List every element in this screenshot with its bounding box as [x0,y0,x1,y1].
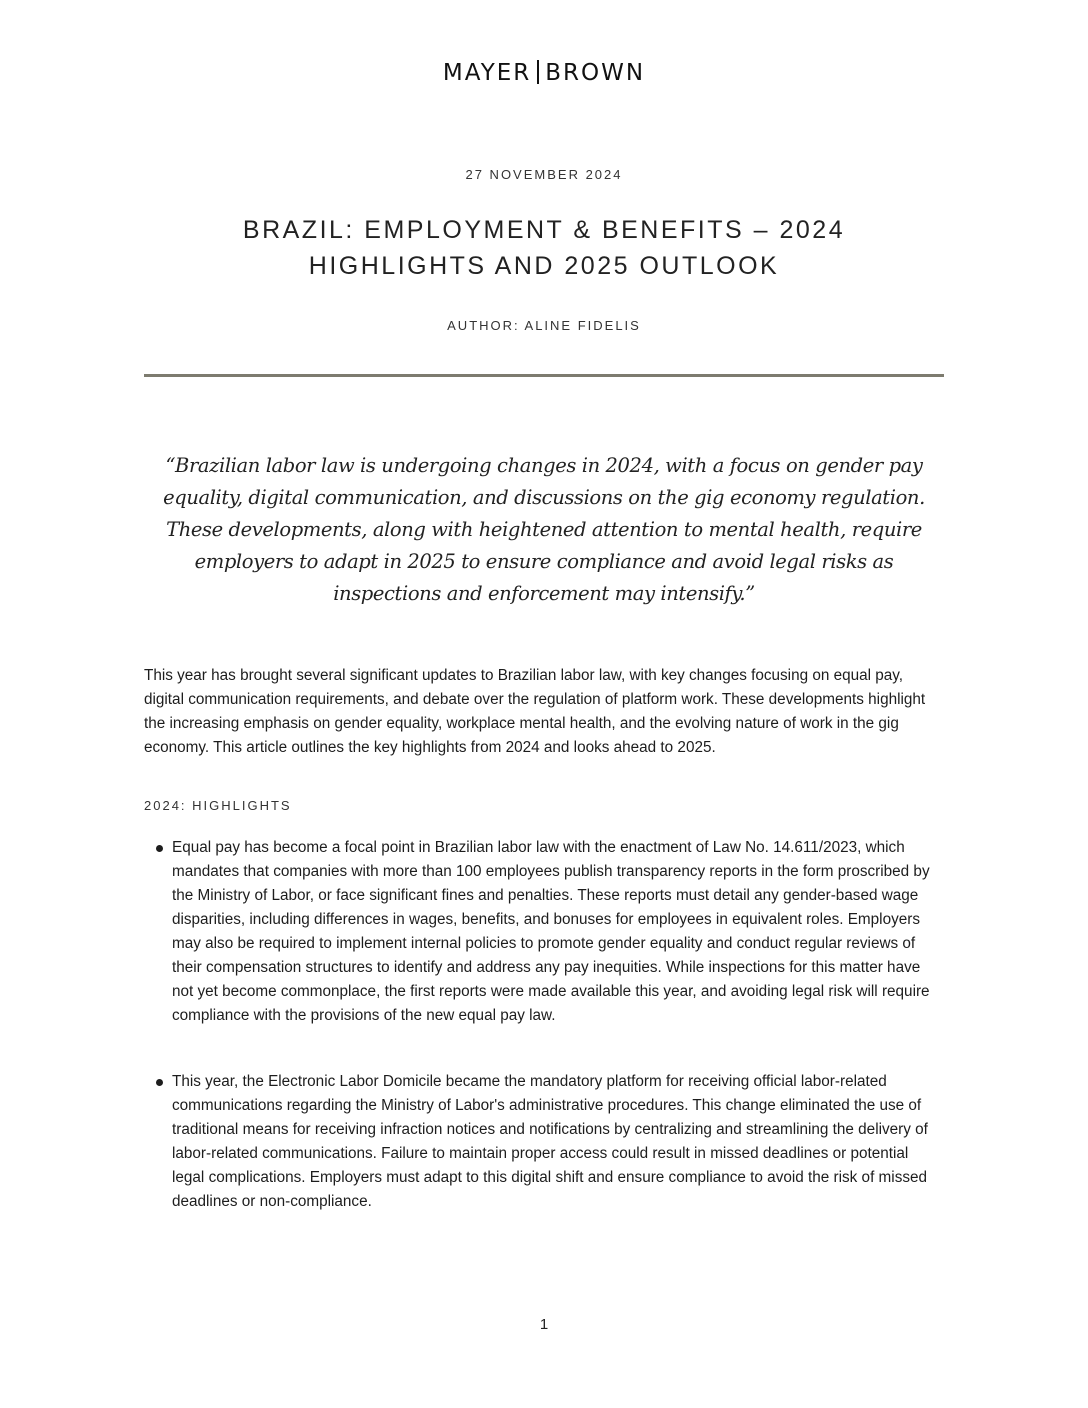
list-item [144,836,944,1028]
highlights-list-2 [144,1070,944,1214]
article-title [144,212,944,284]
mayer-brown-logo [0,60,1088,86]
bullet-icon [156,845,163,852]
pull-quote: “Brazilian labor law is undergoing changes in 2024, with a focus on gender pay equality, digital communication, and discussions on the gig economy regulation. These developments, along with heightened attention to mental health, require employers to adapt in 2025 to ensure compliance and avoid legal risks as inspections and enforcement may intensify.” [163,454,925,605]
page-number: 1 [539,1316,549,1333]
logo-divider [537,60,539,84]
list-item-text: Equal pay has become a focal point in Brazilian labor law with the enactment of Law No. 14.611/2023, which mandates that companies with more than 100 employees publish transparency reports in the form proscribed by the Ministry of Labor, or face significant fines and penalties. These reports must detail any gender-based wage disparities, including differences in wages, benefits, and bonuses for employees in equivalent roles. Employers may also be required to implement internal policies to promote gender equality and conduct regular reviews of their compensation structures to identify and address any pay inequities. While inspections for this matter have not yet become commonplace, the first reports were made available this year, and avoiding legal risk will require compliance with the provisions of the new equal pay law. [172,839,930,1024]
bullet-icon [156,1079,163,1086]
section-heading-2024-highlights: 2024: HIGHLIGHTS [144,798,292,813]
title-line-2: HIGHLIGHTS AND 2025 OUTLOOK [308,252,780,280]
list-item [144,1070,944,1214]
logo-text-left: MAYER [442,60,532,86]
header-divider [144,374,944,377]
highlights-list-1 [144,836,944,1028]
logo-text-right: BROWN [545,60,646,86]
publication-date: 27 NOVEMBER 2024 [465,167,623,182]
list-item-text: This year, the Electronic Labor Domicile became the mandatory platform for receiving official labor-related communications regarding the Ministry of Labor's administrative procedures. This change eliminated the use of traditional means for receiving infraction notices and notifications by centralizing and streamlining the delivery of labor-related communications. Failure to maintain proper access could result in missed deadlines or potential legal complications. Employers must adapt to this digital shift and ensure compliance to avoid the risk of missed deadlines or non-compliance. [172,1073,928,1210]
author-line: AUTHOR: ALINE FIDELIS [447,318,641,333]
title-line-1: BRAZIL: EMPLOYMENT & BENEFITS – 2024 [242,216,846,244]
intro-paragraph: This year has brought several significant updates to Brazilian labor law, with key changes focusing on equal pay, digital communication requirements, and debate over the regulation of platform work. These developments highlight the increasing emphasis on gender equality, workplace mental health, and the evolving nature of work in the gig economy. This article outlines the key highlights from 2024 and looks ahead to 2025. [144,667,926,756]
